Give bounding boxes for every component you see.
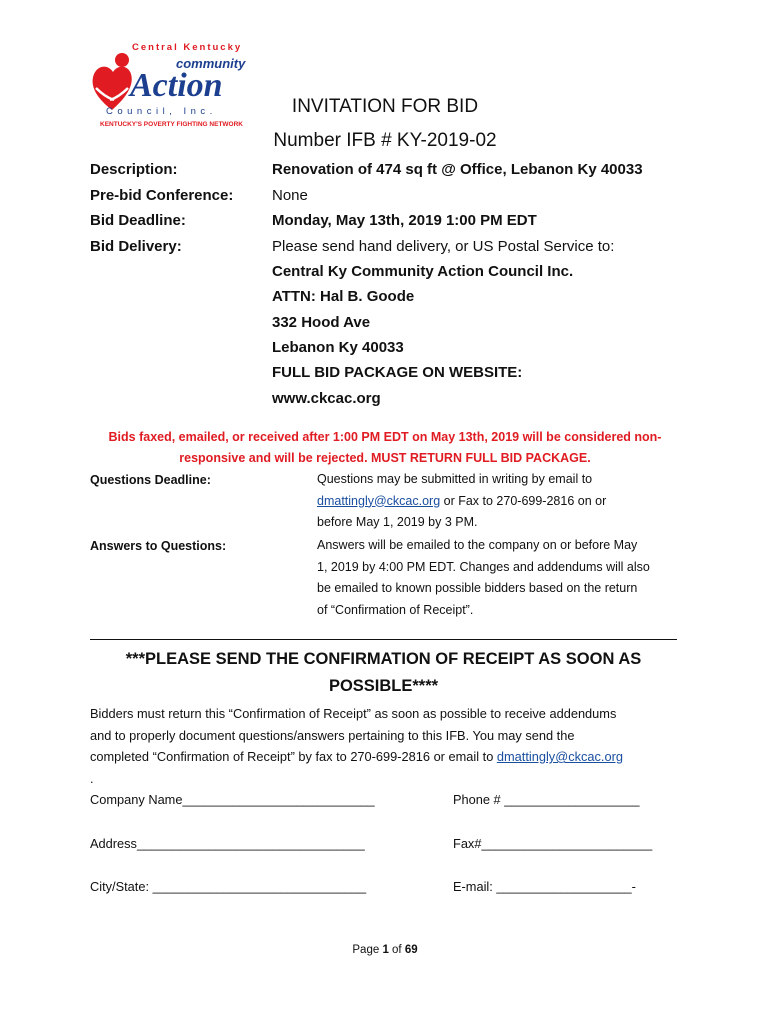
section-divider <box>90 639 677 640</box>
prebid-value: None <box>272 187 308 204</box>
website-note: FULL BID PACKAGE ON WEBSITE: <box>272 364 523 381</box>
website-link[interactable]: www.ckcac.org <box>272 390 381 407</box>
person-head-icon <box>115 53 129 67</box>
page-of: of <box>388 944 405 956</box>
fax-field[interactable]: Fax#________________________ <box>453 836 653 851</box>
email-link[interactable]: dmattingly@ckcac.org <box>496 749 623 764</box>
answers-line: be emailed to known possible bidders based on the return <box>317 581 638 595</box>
questions-line <box>317 491 687 513</box>
email-link[interactable]: dmattingly@ckcac.org <box>317 493 441 508</box>
answers-label: Answers to Questions: <box>90 539 227 553</box>
company-name-field[interactable]: Company Name___________________________ <box>90 792 375 807</box>
logo-council-text: Council, Inc. <box>106 106 217 117</box>
address-line: ATTN: Hal B. Goode <box>272 288 415 305</box>
paragraph-line-text: completed “Confirmation of Receipt” by fax to 270-699-2816 or email to <box>90 749 497 764</box>
phone-field[interactable]: Phone # ___________________ <box>453 792 640 807</box>
description-value: Renovation of 474 sq ft @ Office, Lebanon Ky 40033 <box>272 161 643 178</box>
warning-line: Bids faxed, emailed, or received after 1:00 PM EDT on May 13th, 2019 will be considered non- <box>108 430 662 444</box>
address-field[interactable]: Address________________________________ <box>90 836 365 851</box>
answers-line: 1, 2019 by 4:00 PM EDT. Changes and addendums will also <box>317 559 650 574</box>
city-state-field[interactable]: City/State: ______________________________ <box>90 879 367 894</box>
ifb-number: Number IFB # KY-2019-02 <box>273 130 497 151</box>
paragraph-line: Bidders must return this “Confirmation of Receipt” as soon as possible to receive addendums <box>90 706 617 721</box>
delivery-label: Bid Delivery: <box>90 238 182 255</box>
email-field[interactable]: E-mail: ___________________- <box>453 879 636 894</box>
warning-line: responsive and will be rejected. MUST RETURN FULL BID PACKAGE. <box>179 451 591 465</box>
confirmation-paragraph <box>90 703 690 789</box>
organization-logo <box>88 38 248 130</box>
total-pages: 69 <box>404 944 418 956</box>
logo-top-text: Central Kentucky <box>132 42 243 53</box>
logo-action-text: Action <box>130 67 223 104</box>
questions-deadline-label: Questions Deadline: <box>90 473 211 487</box>
deadline-value: Monday, May 13th, 2019 1:00 PM EDT <box>272 212 537 229</box>
document-title: INVITATION FOR BID <box>291 96 479 117</box>
questions-line: before May 1, 2019 by 3 PM. <box>317 515 478 529</box>
deadline-label: Bid Deadline: <box>90 212 186 229</box>
paragraph-line: . <box>90 770 94 786</box>
questions-deadline-text <box>317 469 687 534</box>
answers-line: of “Confirmation of Receipt”. <box>317 602 474 617</box>
description-label: Description: <box>90 161 178 178</box>
logo-graphic <box>88 38 248 130</box>
address-line: Lebanon Ky 40033 <box>272 339 404 356</box>
questions-line-rest: or Fax to 270-699-2816 on or <box>440 493 607 508</box>
logo-community-text: community <box>176 56 246 71</box>
current-page: 1 <box>382 944 389 956</box>
confirmation-heading <box>90 646 677 700</box>
prebid-label: Pre-bid Conference: <box>90 187 234 204</box>
paragraph-line <box>90 746 690 768</box>
answers-text <box>317 535 687 621</box>
page-number <box>0 944 770 956</box>
address-line: 332 Hood Ave <box>272 314 371 331</box>
questions-line: Questions may be submitted in writing by email to <box>317 472 593 486</box>
paragraph-line: and to properly document questions/answers pertaining to this IFB. You may send the <box>90 727 575 743</box>
delivery-value: Please send hand delivery, or US Postal Service to: <box>272 238 615 255</box>
confirmation-heading-line: POSSIBLE**** <box>328 677 439 695</box>
heart-icon <box>93 67 132 110</box>
address-line: Central Ky Community Action Council Inc. <box>272 263 574 280</box>
page-prefix: Page <box>352 944 383 956</box>
confirmation-heading-line: ***PLEASE SEND THE CONFIRMATION OF RECEIPT AS SOON AS <box>125 650 642 668</box>
logo-tagline-text: KENTUCKY'S POVERTY FIGHTING NETWORK <box>100 121 243 128</box>
answers-line: Answers will be emailed to the company on or before May <box>317 538 638 552</box>
